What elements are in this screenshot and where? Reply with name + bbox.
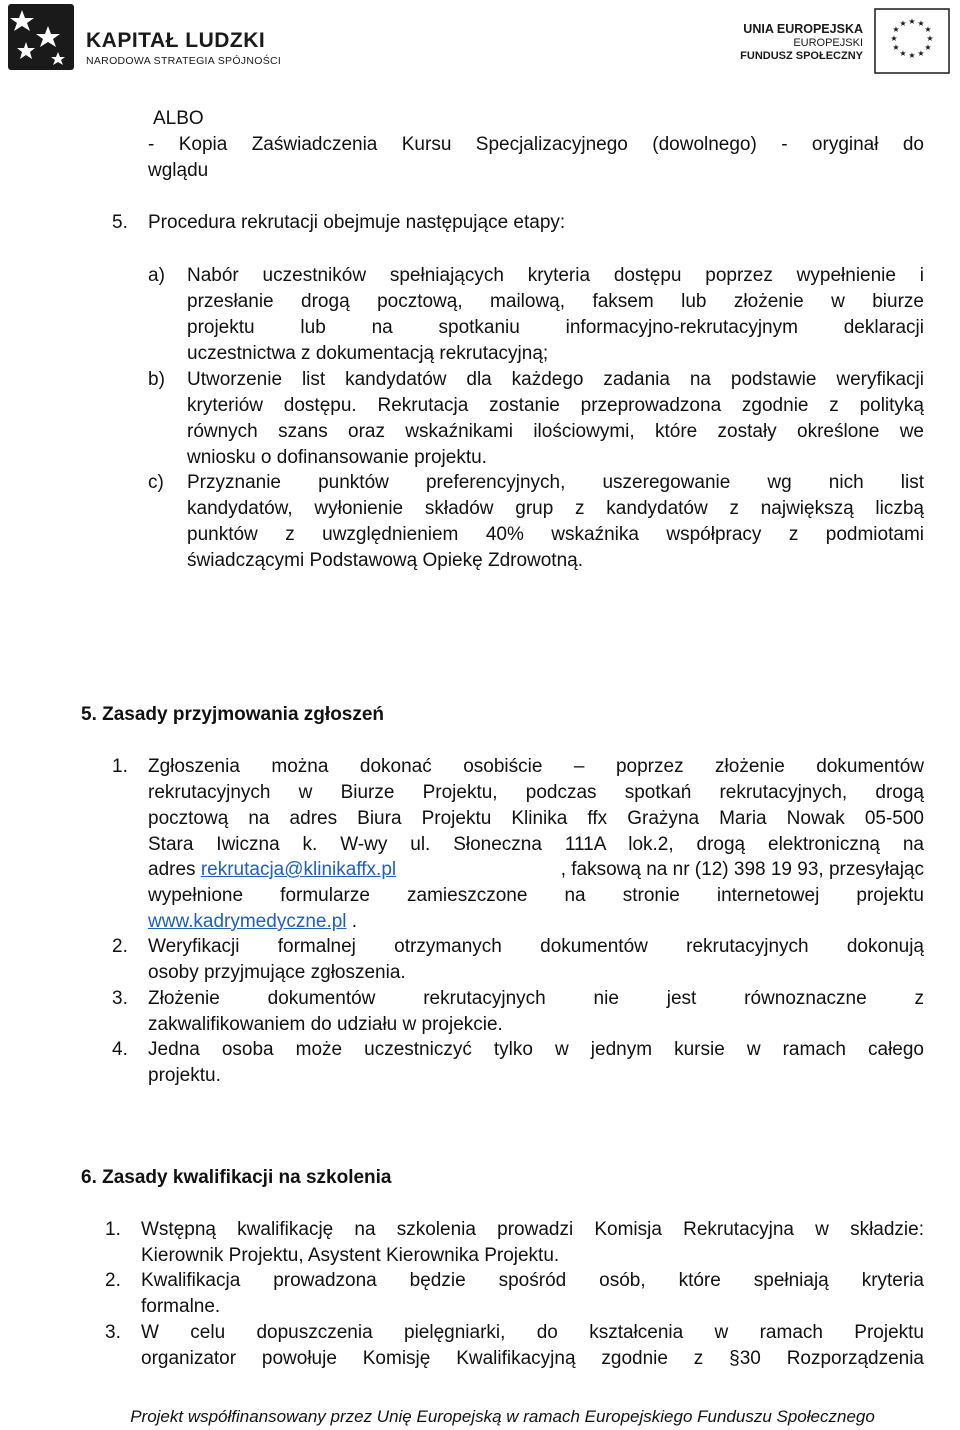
s5-item1-line: Zgłoszenia można dokonać osobiście – poprzez złożenie dokumentów bbox=[148, 756, 924, 777]
kopia-line2: wglądu bbox=[148, 160, 209, 181]
website-link[interactable]: www.kadrymedyczne.pl bbox=[148, 911, 347, 932]
step-b-line: wniosku o dofinansowanie projektu. bbox=[187, 447, 487, 468]
s5-item3-number: 3. bbox=[112, 988, 128, 1009]
kapital-ludzki-emblem-icon bbox=[8, 4, 80, 72]
eu-line3: FUNDUSZ SPOŁECZNY bbox=[740, 50, 863, 62]
svg-text:★: ★ bbox=[917, 19, 925, 28]
eu-line1: UNIA EUROPEJSKA bbox=[743, 22, 863, 36]
s5-item2-number: 2. bbox=[112, 936, 128, 957]
s5-item2-line: osoby przyjmujące zgłoszenia. bbox=[148, 962, 406, 983]
eu-line2: EUROPEJSKI bbox=[793, 37, 863, 49]
s6-item3-number: 3. bbox=[105, 1322, 121, 1343]
s5-fax-text: , faksową na nr (12) 398 19 93, przesyłając bbox=[560, 859, 924, 880]
step-a-label: a) bbox=[148, 265, 165, 286]
s6-item3-line: organizator powołuje Komisję Kwalifikacyjną zgodnie z §30 Rozporządzenia bbox=[141, 1348, 924, 1369]
s6-item2-line: formalne. bbox=[141, 1296, 221, 1317]
svg-text:★: ★ bbox=[890, 34, 898, 43]
svg-text:★: ★ bbox=[908, 17, 916, 26]
step-c-line: punktów z uwzględnieniem 40% wskaźnika współpracy z podmiotami bbox=[187, 524, 924, 545]
step-b-line: kryteriów dostępu. Rekrutacja zostanie przeprowadzona zgodnie z polityką bbox=[187, 395, 924, 416]
step-c-line: kandydatów, wyłonienie składów grup z kandydatów z największą liczbą bbox=[187, 498, 924, 519]
procedure-text: Procedura rekrutacji obejmuje następujące etapy: bbox=[148, 212, 566, 233]
s5-item1-number: 1. bbox=[112, 756, 128, 777]
step-a-line: Nabór uczestników spełniających kryteria dostępu poprzez wypełnienie i bbox=[187, 265, 924, 286]
step-b-line: Utworzenie list kandydatów dla każdego zadania na podstawie weryfikacji bbox=[187, 369, 924, 390]
step-c-label: c) bbox=[148, 472, 164, 493]
step-c-line: Przyznanie punktów preferencyjnych, uszeregowanie wg nich list bbox=[187, 472, 924, 493]
s5-item1-line: wypełnione formularze zamieszczone na stronie internetowej projektu bbox=[148, 885, 924, 906]
svg-text:★: ★ bbox=[917, 49, 925, 58]
svg-text:★: ★ bbox=[908, 51, 916, 60]
svg-text:★: ★ bbox=[924, 25, 932, 34]
s5-item4-line: projektu. bbox=[148, 1065, 221, 1086]
step-b-line: równych szans oraz wskaźnikami ilościowymi, które zostały określone we bbox=[187, 421, 924, 442]
page-footer: Projekt współfinansowany przez Unię Europejską w ramach Europejskiego Funduszu Społecznego bbox=[130, 1407, 875, 1426]
s5-item3-line: zakwalifikowaniem do udziału w projekcie. bbox=[148, 1014, 503, 1035]
section5-heading: 5. Zasady przyjmowania zgłoszeń bbox=[81, 704, 385, 725]
s6-item1-line: Wstępną kwalifikację na szkolenia prowadzi Komisja Rekrutacyjna w składzie: bbox=[141, 1219, 924, 1240]
s5-item3-line: Złożenie dokumentów rekrutacyjnych nie jest równoznaczne z bbox=[148, 988, 924, 1009]
svg-text:★: ★ bbox=[892, 25, 900, 34]
s6-item1-line: Kierownik Projektu, Asystent Kierownika Projektu. bbox=[141, 1245, 560, 1266]
s5-item1-line: pocztową na adres Biura Projektu Klinika ffx Grażyna Maria Nowak 05-500 bbox=[148, 808, 924, 829]
s6-item1-number: 1. bbox=[105, 1219, 121, 1240]
step-a-line: uczestnictwa z dokumentacją rekrutacyjną; bbox=[187, 343, 549, 364]
svg-text:★: ★ bbox=[899, 19, 907, 28]
albo-text: ALBO bbox=[153, 108, 204, 129]
kopia-line1: - Kopia Zaświadczenia Kursu Specjalizacyjnego (dowolnego) - oryginał do bbox=[148, 134, 924, 155]
svg-text:★: ★ bbox=[924, 43, 932, 52]
step-b-label: b) bbox=[148, 369, 165, 390]
procedure-number: 5. bbox=[112, 212, 128, 233]
logo-title: KAPITAŁ LUDZKI bbox=[86, 29, 266, 52]
svg-text:★: ★ bbox=[926, 34, 934, 43]
s5-item1-line: Stara Iwiczna k. W-wy ul. Słoneczna 111A lok.2, drogą elektroniczną na bbox=[148, 834, 924, 855]
s5-item1-line: rekrutacyjnych w Biurze Projektu, podczas spotkań rekrutacyjnych, drogą bbox=[148, 782, 924, 803]
s6-item3-line: W celu dopuszczenia pielęgniarki, do kształcenia w ramach Projektu bbox=[141, 1322, 924, 1343]
s6-item2-number: 2. bbox=[105, 1270, 121, 1291]
s5-address-prefix: adres bbox=[148, 859, 201, 880]
logo-subtitle: NARODOWA STRATEGIA SPÓJNOŚCI bbox=[86, 55, 282, 67]
s5-item4-line: Jedna osoba może uczestniczyć tylko w jednym kursie w ramach całego bbox=[148, 1039, 924, 1060]
step-c-line: świadczącymi Podstawową Opiekę Zdrowotną. bbox=[187, 550, 584, 571]
s5-item1-line7 bbox=[148, 909, 357, 935]
s5-item1-line5 bbox=[148, 857, 924, 883]
svg-text:★: ★ bbox=[892, 43, 900, 52]
s6-item2-line: Kwalifikacja prowadzona będzie spośród osób, które spełniają kryteria bbox=[141, 1270, 924, 1291]
s5-period: . bbox=[346, 911, 358, 932]
email-link[interactable]: rekrutacja@klinikaffx.pl bbox=[200, 859, 397, 880]
section6-heading: 6. Zasady kwalifikacji na szkolenia bbox=[81, 1167, 392, 1188]
s5-item2-line: Weryfikacji formalnej otrzymanych dokumentów rekrutacyjnych dokonują bbox=[148, 936, 924, 957]
svg-text:★: ★ bbox=[899, 49, 907, 58]
step-a-line: przesłanie drogą pocztową, mailową, faksem lub złożenie w biurze bbox=[187, 291, 924, 312]
eu-flag-icon bbox=[874, 8, 950, 74]
s5-item4-number: 4. bbox=[112, 1039, 128, 1060]
step-a-line: projektu lub na spotkaniu informacyjno-rekrutacyjnym deklaracji bbox=[187, 317, 924, 338]
